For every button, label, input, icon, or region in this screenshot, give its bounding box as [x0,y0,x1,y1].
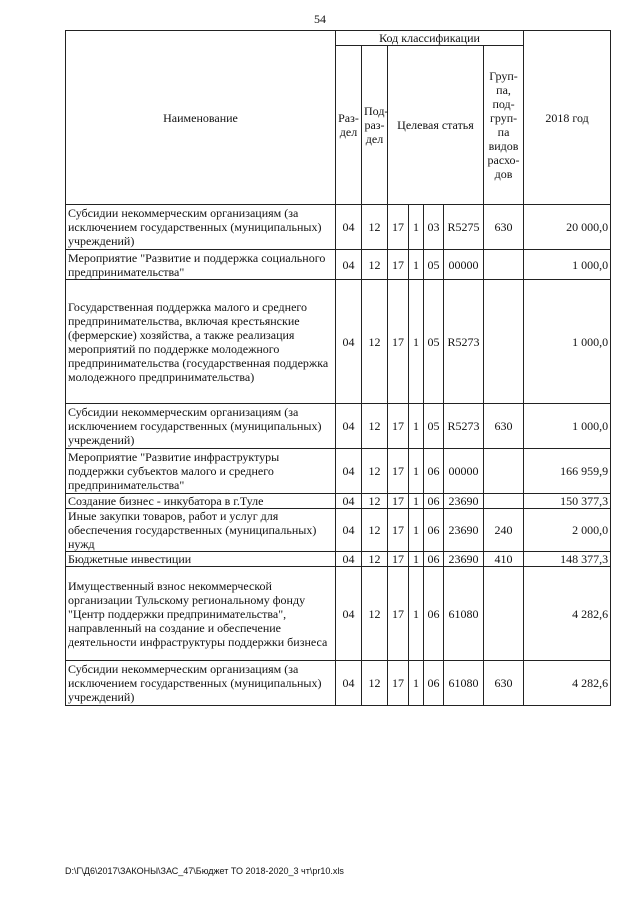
table-row [66,250,611,280]
row-target-program: 17 [388,567,409,661]
row-target-program: 17 [388,404,409,449]
row-target-program: 17 [388,552,409,567]
row-amount: 1 000,0 [524,404,611,449]
row-name: Мероприятие "Развитие инфраструктуры поддержки субъектов малого и среднего предпринимательства" [66,449,336,494]
row-target-direction: 23690 [444,552,484,567]
row-podrazdel: 12 [362,552,388,567]
row-podrazdel: 12 [362,494,388,509]
table-row [66,567,611,661]
row-amount: 4 282,6 [524,661,611,706]
row-razdel: 04 [336,494,362,509]
row-podrazdel: 12 [362,250,388,280]
header-group: Груп- па, под- груп- па видов расхо- дов [484,46,524,205]
row-target-direction: 00000 [444,449,484,494]
row-target-subprogram: 1 [409,494,424,509]
row-target-program: 17 [388,494,409,509]
row-name: Иные закупки товаров, работ и услуг для обеспечения государственных (муниципальных) нужд [66,509,336,552]
row-name: Мероприятие "Развитие и поддержка социального предпринимательства" [66,250,336,280]
row-expense-group: 240 [484,509,524,552]
table-row [66,404,611,449]
row-target-direction: R5273 [444,404,484,449]
row-expense-group [484,449,524,494]
row-name: Субсидии некоммерческим организациям (за исключением государственных (муниципальных) учреждений) [66,404,336,449]
row-expense-group: 410 [484,552,524,567]
file-path-footer: D:\Г\Д6\2017\ЗАКОНЫ\ЗАС_47\Бюджет ТО 2018-2020_3 чт\pr10.xls [65,866,344,876]
row-target-event: 03 [424,205,444,250]
row-target-direction: R5275 [444,205,484,250]
row-name: Создание бизнес - инкубатора в г.Туле [66,494,336,509]
row-expense-group [484,567,524,661]
row-target-event: 06 [424,661,444,706]
row-amount: 148 377,3 [524,552,611,567]
table-row [66,280,611,404]
row-razdel: 04 [336,205,362,250]
row-amount: 1 000,0 [524,280,611,404]
table-row [66,509,611,552]
budget-table [65,30,611,706]
row-razdel: 04 [336,449,362,494]
header-name: Наименование [66,31,336,205]
row-razdel: 04 [336,567,362,661]
row-target-subprogram: 1 [409,205,424,250]
row-expense-group [484,494,524,509]
row-target-direction: 23690 [444,509,484,552]
table-body [66,205,611,706]
row-razdel: 04 [336,661,362,706]
row-target-event: 06 [424,567,444,661]
row-target-program: 17 [388,205,409,250]
row-amount: 1 000,0 [524,250,611,280]
table-row [66,494,611,509]
row-target-subprogram: 1 [409,404,424,449]
row-target-event: 06 [424,494,444,509]
row-podrazdel: 12 [362,661,388,706]
row-target-event: 05 [424,280,444,404]
row-target-subprogram: 1 [409,661,424,706]
row-razdel: 04 [336,250,362,280]
row-amount: 150 377,3 [524,494,611,509]
header-podrazdel: Под- раз- дел [362,46,388,205]
header-year: 2018 год [524,31,611,205]
row-target-program: 17 [388,250,409,280]
row-name: Государственная поддержка малого и среднего предпринимательства, включая крестьянские (фермерские) хозяйства, а также реализация мероприятий по поддержке молодежного предпринимательства (государственная поддержка молодежного предпринимательства) [66,280,336,404]
row-target-event: 05 [424,250,444,280]
row-podrazdel: 12 [362,205,388,250]
row-expense-group: 630 [484,404,524,449]
row-amount: 166 959,9 [524,449,611,494]
row-target-direction: 23690 [444,494,484,509]
row-podrazdel: 12 [362,567,388,661]
row-podrazdel: 12 [362,280,388,404]
row-target-event: 05 [424,404,444,449]
row-target-subprogram: 1 [409,567,424,661]
header-razdel: Раз- дел [336,46,362,205]
table-row [66,661,611,706]
table-row [66,552,611,567]
row-target-subprogram: 1 [409,449,424,494]
row-expense-group: 630 [484,661,524,706]
row-target-event: 06 [424,449,444,494]
row-expense-group [484,250,524,280]
row-target-subprogram: 1 [409,280,424,404]
row-target-direction: 61080 [444,567,484,661]
row-expense-group: 630 [484,205,524,250]
row-amount: 20 000,0 [524,205,611,250]
row-target-direction: R5273 [444,280,484,404]
row-podrazdel: 12 [362,449,388,494]
row-name: Бюджетные инвестиции [66,552,336,567]
row-target-program: 17 [388,280,409,404]
row-target-direction: 00000 [444,250,484,280]
row-target-event: 06 [424,509,444,552]
row-target-program: 17 [388,509,409,552]
row-target-subprogram: 1 [409,552,424,567]
table-row [66,205,611,250]
row-razdel: 04 [336,552,362,567]
row-target-event: 06 [424,552,444,567]
page-number: 54 [314,12,326,26]
row-amount: 2 000,0 [524,509,611,552]
row-razdel: 04 [336,509,362,552]
row-target-program: 17 [388,661,409,706]
row-target-program: 17 [388,449,409,494]
row-podrazdel: 12 [362,509,388,552]
header-target: Целевая статья [388,46,484,205]
row-expense-group [484,280,524,404]
row-target-subprogram: 1 [409,509,424,552]
row-name: Имущественный взнос некоммерческой организации Тульскому региональному фонду "Центр поддержки предпринимательства", направленный на создание и обеспечение деятельности инфраструктуры поддержки бизнеса [66,567,336,661]
header-code: Код классификации [336,31,524,46]
row-razdel: 04 [336,404,362,449]
row-name: Субсидии некоммерческим организациям (за исключением государственных (муниципальных) учреждений) [66,661,336,706]
row-amount: 4 282,6 [524,567,611,661]
row-target-subprogram: 1 [409,250,424,280]
row-podrazdel: 12 [362,404,388,449]
row-name: Субсидии некоммерческим организациям (за исключением государственных (муниципальных) учреждений) [66,205,336,250]
table-row [66,449,611,494]
row-target-direction: 61080 [444,661,484,706]
row-razdel: 04 [336,280,362,404]
